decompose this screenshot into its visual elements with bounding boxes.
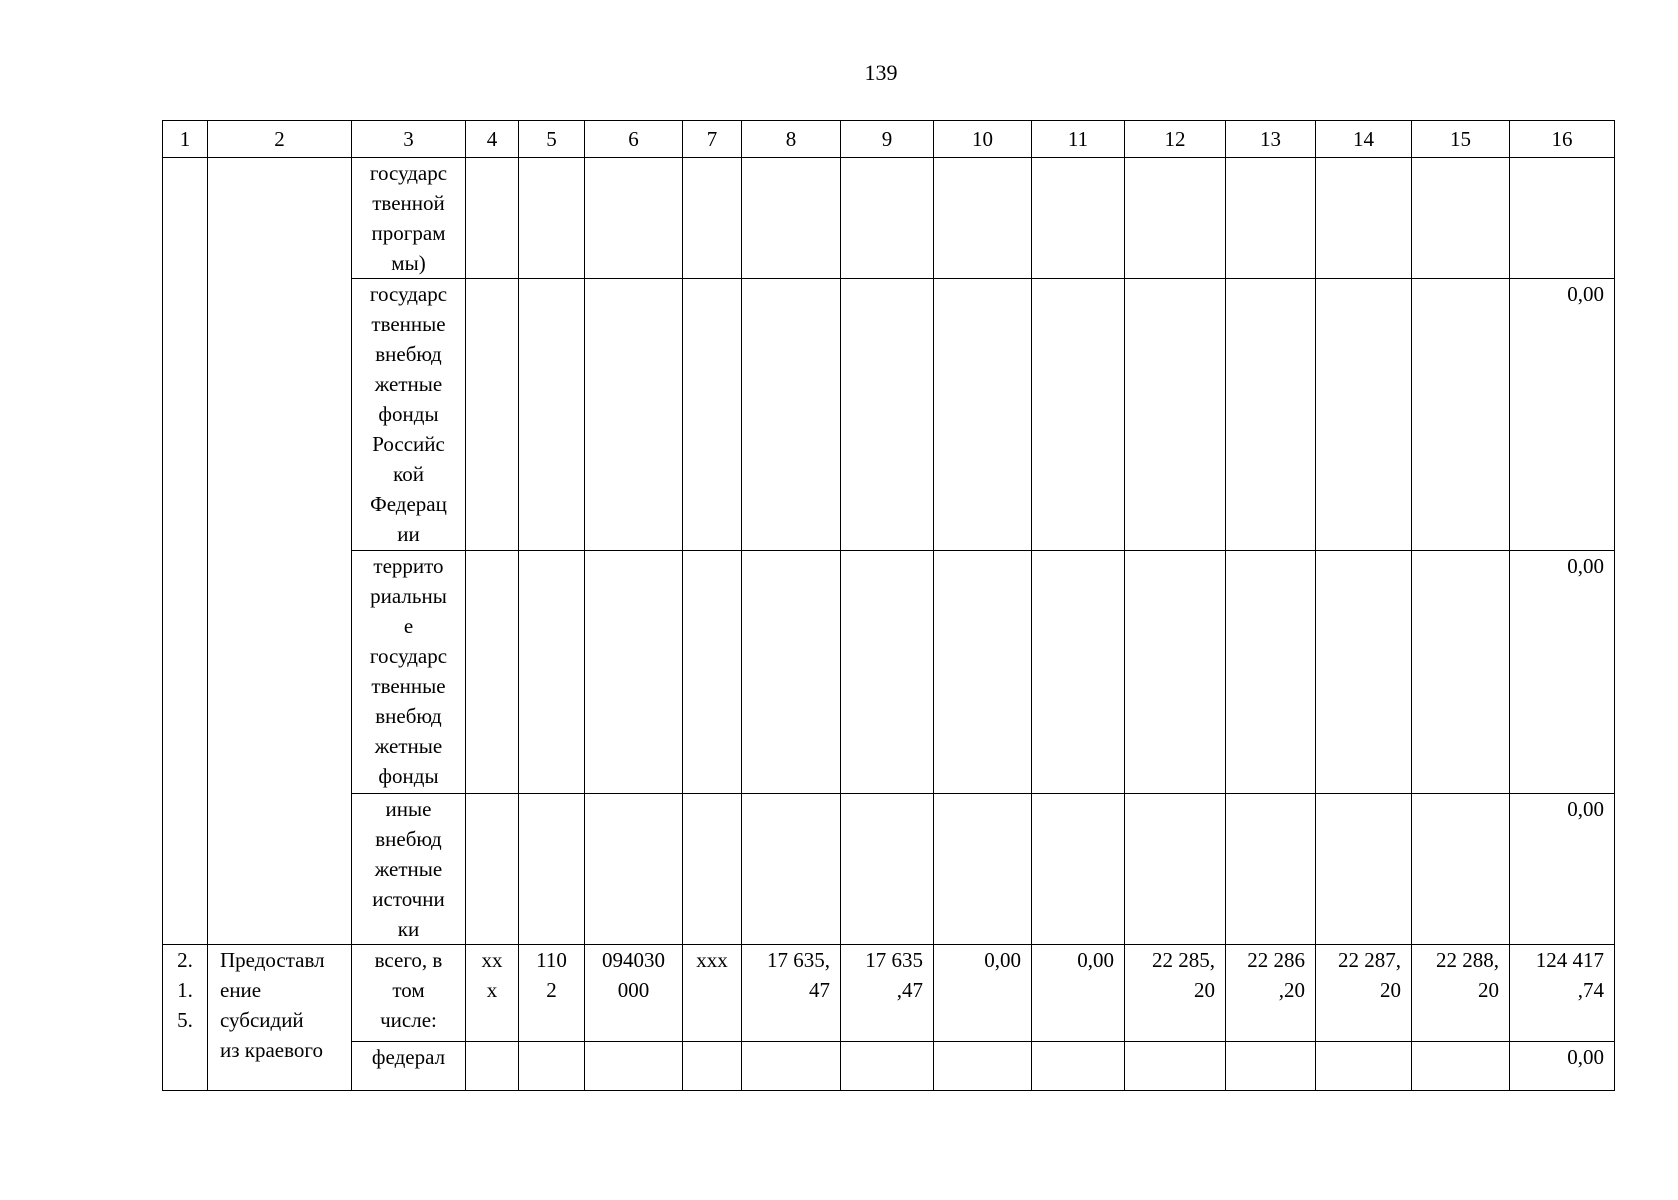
column-header: 12 (1125, 121, 1226, 158)
column-header: 6 (585, 121, 683, 158)
funding-source-cell: всего, в том числе: (352, 945, 466, 1042)
value-cell: 0,00 (934, 945, 1032, 1042)
column-header: 5 (519, 121, 585, 158)
value-cell: 22 285, 20 (1125, 945, 1226, 1042)
code-cell: ххх (683, 945, 742, 1042)
budget-table (162, 120, 1615, 1091)
value-cell: 22 286 ,20 (1226, 945, 1316, 1042)
column-header: 15 (1412, 121, 1510, 158)
page-number: 139 (864, 60, 898, 85)
total-cell: 0,00 (1510, 279, 1615, 551)
item-name-cell: Предоставл ение субсидий из краевого (208, 945, 352, 1091)
header-row (163, 121, 1615, 158)
item-number-cell: 2. 1. 5. (163, 945, 208, 1091)
value-cell: 17 635 ,47 (841, 945, 934, 1042)
total-cell: 0,00 (1510, 551, 1615, 794)
code-cell: 094030 000 (585, 945, 683, 1042)
code-cell: 110 2 (519, 945, 585, 1042)
value-cell: 0,00 (1032, 945, 1125, 1042)
column-header: 4 (466, 121, 519, 158)
funding-source-cell: иные внебюд жетные источни ки (352, 794, 466, 945)
column-header: 1 (163, 121, 208, 158)
table-row (163, 1042, 1615, 1091)
value-cell: 17 635, 47 (742, 945, 841, 1042)
code-cell: хх х (466, 945, 519, 1042)
empty-cell (208, 158, 352, 945)
column-header: 3 (352, 121, 466, 158)
funding-source-cell: государс твенные внебюд жетные фонды Российс кой Федерац ии (352, 279, 466, 551)
total-cell (1510, 158, 1615, 279)
column-header: 13 (1226, 121, 1316, 158)
column-header: 9 (841, 121, 934, 158)
column-header: 7 (683, 121, 742, 158)
value-cell: 22 287, 20 (1316, 945, 1412, 1042)
table-row (163, 158, 1615, 279)
column-header: 11 (1032, 121, 1125, 158)
empty-cell (163, 158, 208, 945)
column-header: 8 (742, 121, 841, 158)
funding-source-cell: террито риальны е государс твенные внебюд жетные фонды (352, 551, 466, 794)
funding-source-cell: государс твенной програм мы) (352, 158, 466, 279)
column-header: 14 (1316, 121, 1412, 158)
column-header: 2 (208, 121, 352, 158)
table-row (163, 551, 1615, 794)
column-header: 16 (1510, 121, 1615, 158)
total-cell: 124 417 ,74 (1510, 945, 1615, 1042)
value-cell: 22 288, 20 (1412, 945, 1510, 1042)
table-row (163, 794, 1615, 945)
column-header: 10 (934, 121, 1032, 158)
funding-source-cell: федерал (352, 1042, 466, 1091)
total-cell: 0,00 (1510, 794, 1615, 945)
total-cell: 0,00 (1510, 1042, 1615, 1091)
table-row (163, 279, 1615, 551)
table-row (163, 945, 1615, 1042)
